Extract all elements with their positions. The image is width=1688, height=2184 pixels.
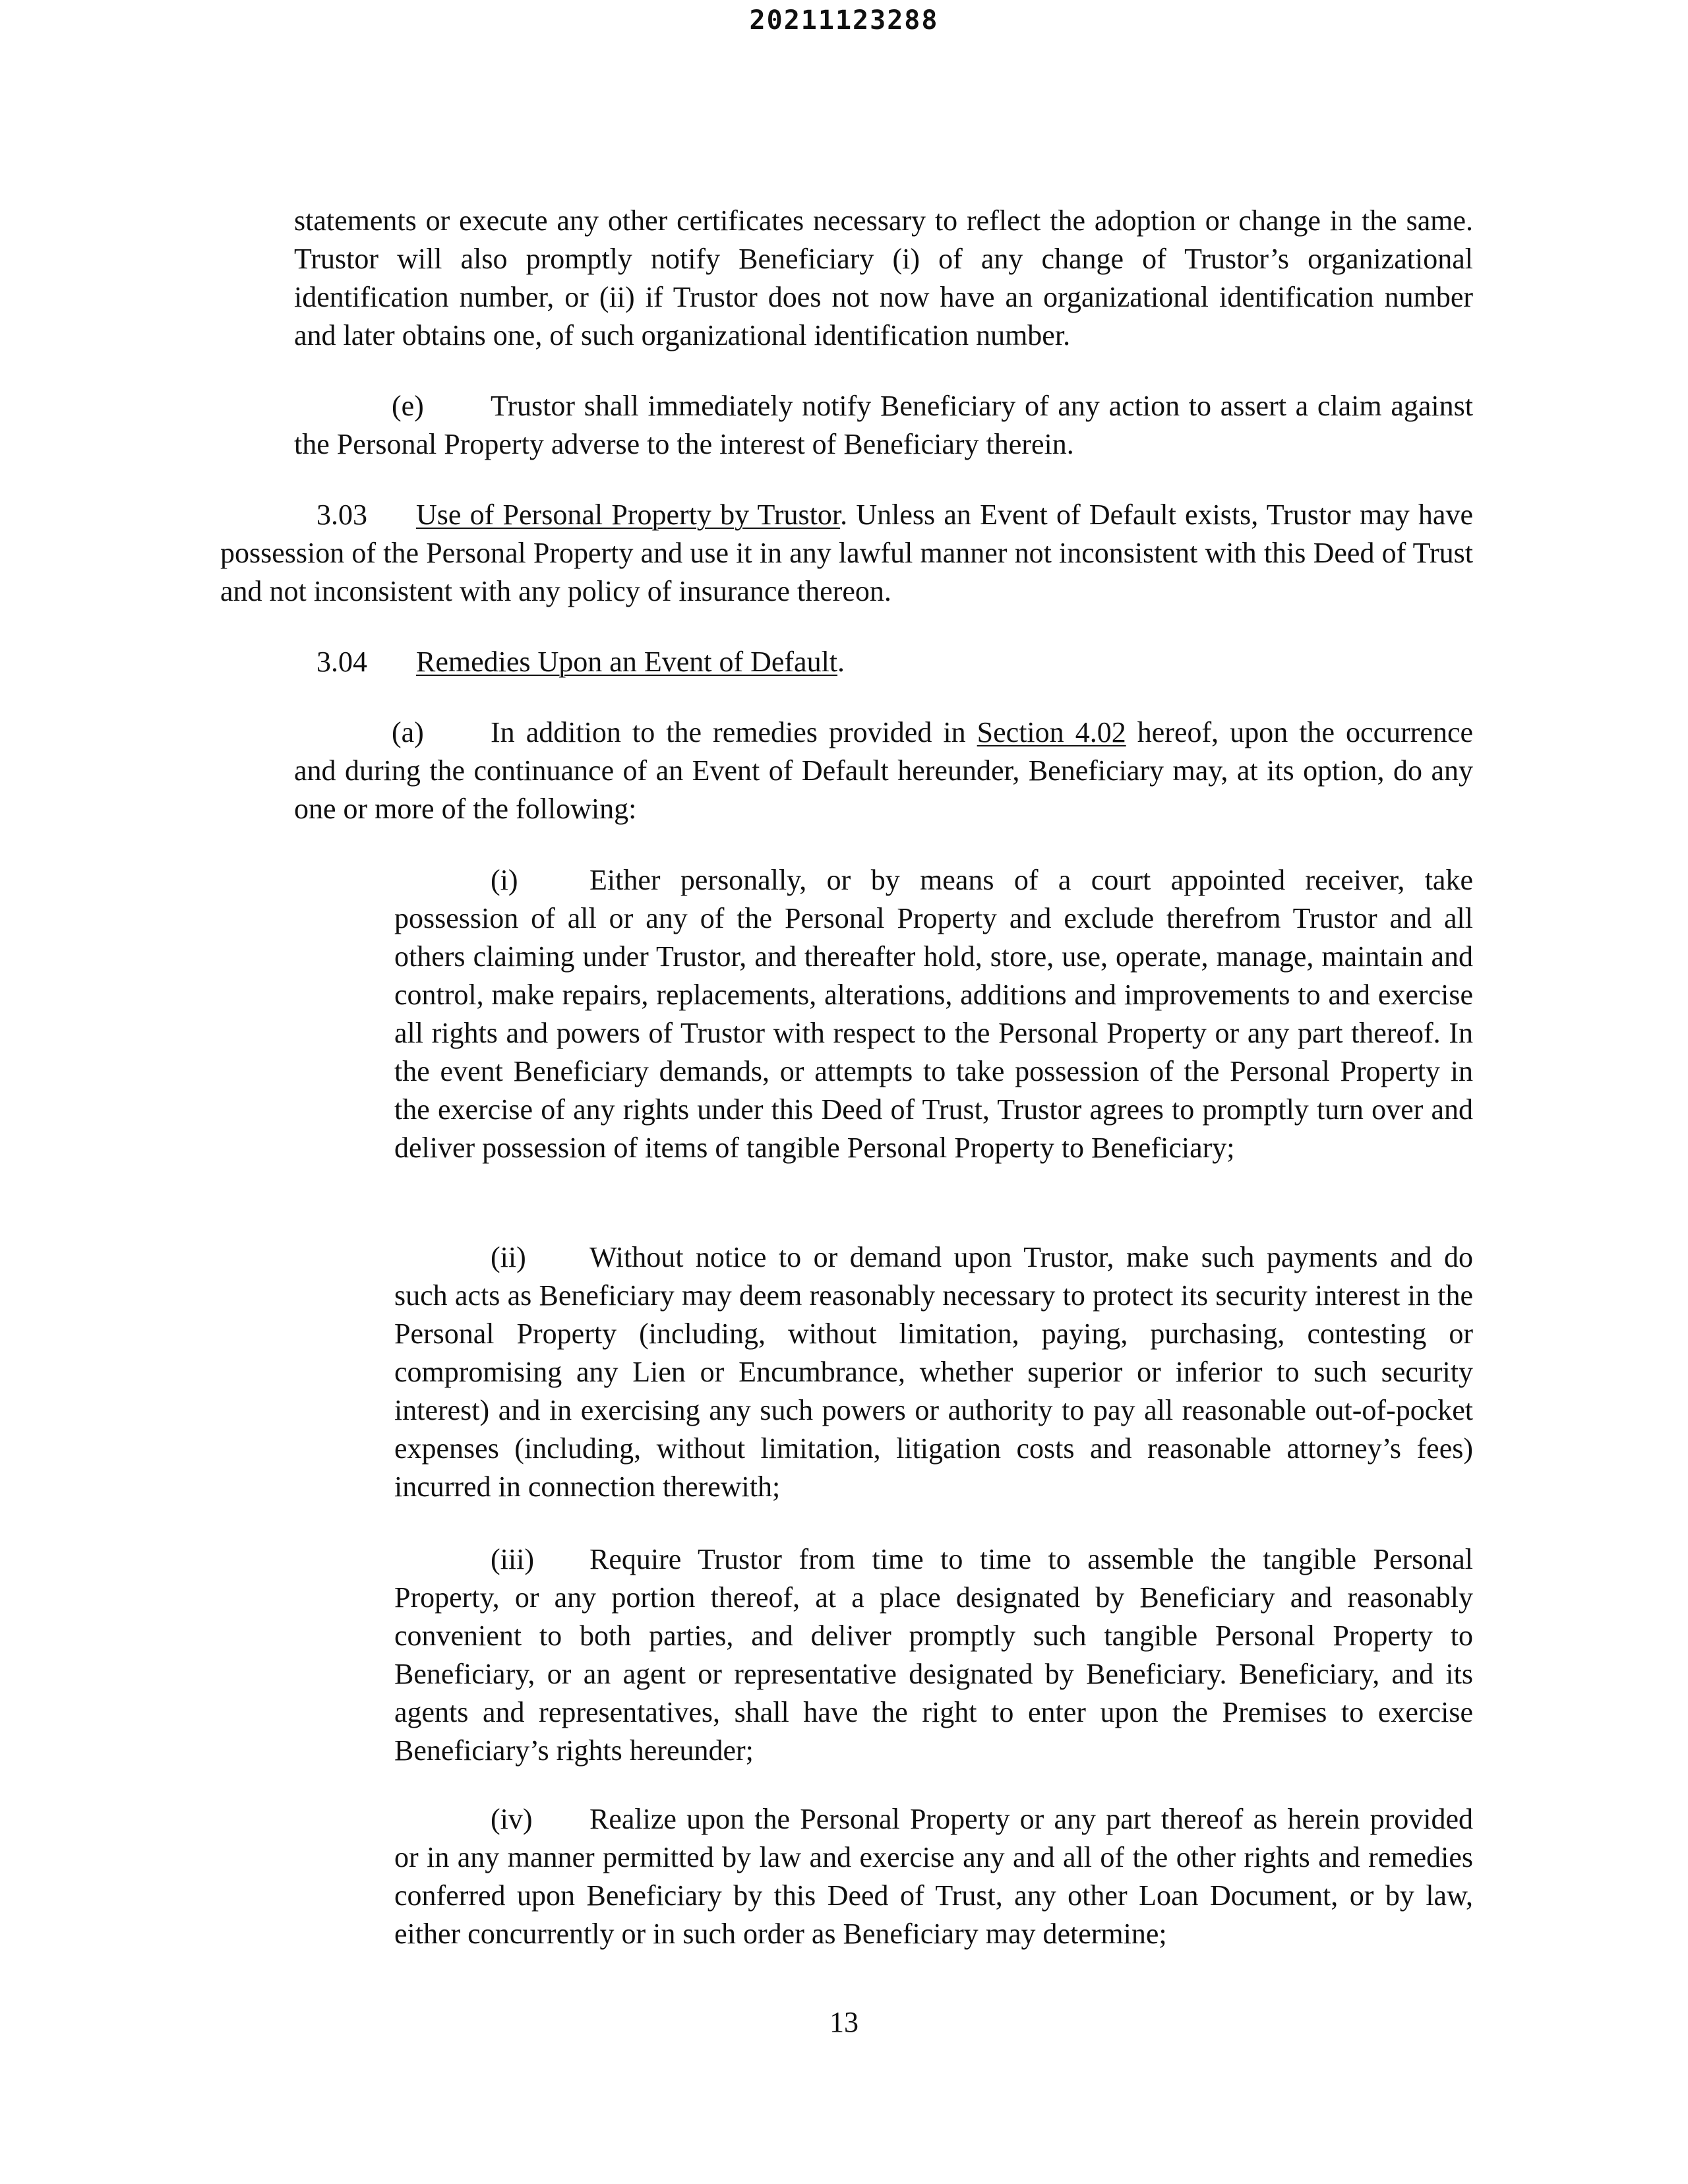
section-4-02-reference: Section 4.02 [977,716,1126,748]
paragraph-i [394,861,1473,1167]
paragraph-e-text: Trustor shall immediately notify Beneficiary of any action to assert a claim against the Personal Property adverse to the interest of Beneficiary therein. [294,390,1473,460]
section-3-03-number: 3.03 [316,499,367,531]
paragraph-a-text-before: In addition to the remedies provided in [491,716,977,748]
section-3-04-number: 3.04 [316,646,367,678]
paragraph-ii-text: Without notice to or demand upon Trustor, make such payments and do such acts as Beneficiary may deem reasonably necessary to protect its security interest in the Personal Property (including, without limitation, paying, purchasing, contesting or compromising any Lien or Encumbrance, whether superior or inferior to such security interest) and in exercising any such powers or authority to pay all reasonable out-of-pocket expenses (including, without limitation, litigation costs and reasonable attorney’s fees) incurred in connection therewith; [394,1241,1473,1503]
section-3-03-text: . Unless an Event of Default exists, Trustor may have possession of the Personal Property and use it in any lawful manner not inconsistent with this Deed of Trust and not inconsistent with any policy of insurance thereon. [220,499,1473,607]
section-3-03-heading: Use of Personal Property by Trustor [416,499,841,531]
paragraph-i-text: Either personally, or by means of a court appointed receiver, take possession of all or any of the Personal Property and exclude therefrom Trustor and all others claiming under Trustor, and thereafter hold, store, use, operate, manage, maintain and control, make repairs, replacements, alterations, additions and improvements to and exercise all rights and powers of Trustor with respect to the Personal Property or any part thereof. In the event Beneficiary demands, or attempts to take possession of the Personal Property in the exercise of any rights under this Deed of Trust, Trustor agrees to promptly turn over and deliver possession of items of tangible Personal Property to Beneficiary; [394,864,1473,1164]
section-3-04 [220,643,1473,681]
paragraph-iv-label: (iv) [491,1803,533,1835]
paragraph-ii-label: (ii) [491,1241,526,1273]
document-number: 20211123288 [749,5,939,36]
paragraph-iii [394,1540,1473,1770]
paragraph-iii-label: (iii) [491,1543,534,1575]
paragraph-iii-text: Require Trustor from time to time to assemble the tangible Personal Property, or any portion thereof, at a place designated by Beneficiary and reasonably convenient to both parties, and deliver promptly such tangible Personal Property to Beneficiary, or an agent or representative designated by Beneficiary. Beneficiary, and its agents and representatives, shall have the right to enter upon the Premises to exercise Beneficiary’s rights hereunder; [394,1543,1473,1767]
paragraph-ii [394,1238,1473,1506]
paragraph-a-label: (a) [392,716,424,748]
page-number: 13 [829,2006,859,2038]
paragraph-continued [294,202,1473,355]
section-3-03 [220,496,1473,611]
paragraph-a-text-after: hereof, upon the occurrence and during the continuance of an Event of Default hereunder, Beneficiary may, at its option, do any one or more of the following: [294,716,1474,825]
paragraph-a [294,713,1473,828]
section-3-04-heading: Remedies Upon an Event of Default [416,646,838,678]
paragraph-e-label: (e) [392,390,424,422]
paragraph-iv [394,1800,1473,1953]
section-3-04-text: . [837,646,845,678]
paragraph-e [294,387,1473,464]
paragraph-continued-text: statements or execute any other certificates necessary to reflect the adoption or change in the same. Trustor will also promptly notify Beneficiary (i) of any change of Trustor’s organizational identification number, or (ii) if Trustor does not now have an organizational identification number and later obtains one, of such organizational identification number. [294,204,1473,351]
paragraph-i-label: (i) [491,864,518,896]
paragraph-iv-text: Realize upon the Personal Property or any part thereof as herein provided or in any manner permitted by law and exercise any and all of the other rights and remedies conferred upon Beneficiary by this Deed of Trust, any other Loan Document, or by law, either concurrently or in such order as Beneficiary may determine; [394,1803,1473,1950]
